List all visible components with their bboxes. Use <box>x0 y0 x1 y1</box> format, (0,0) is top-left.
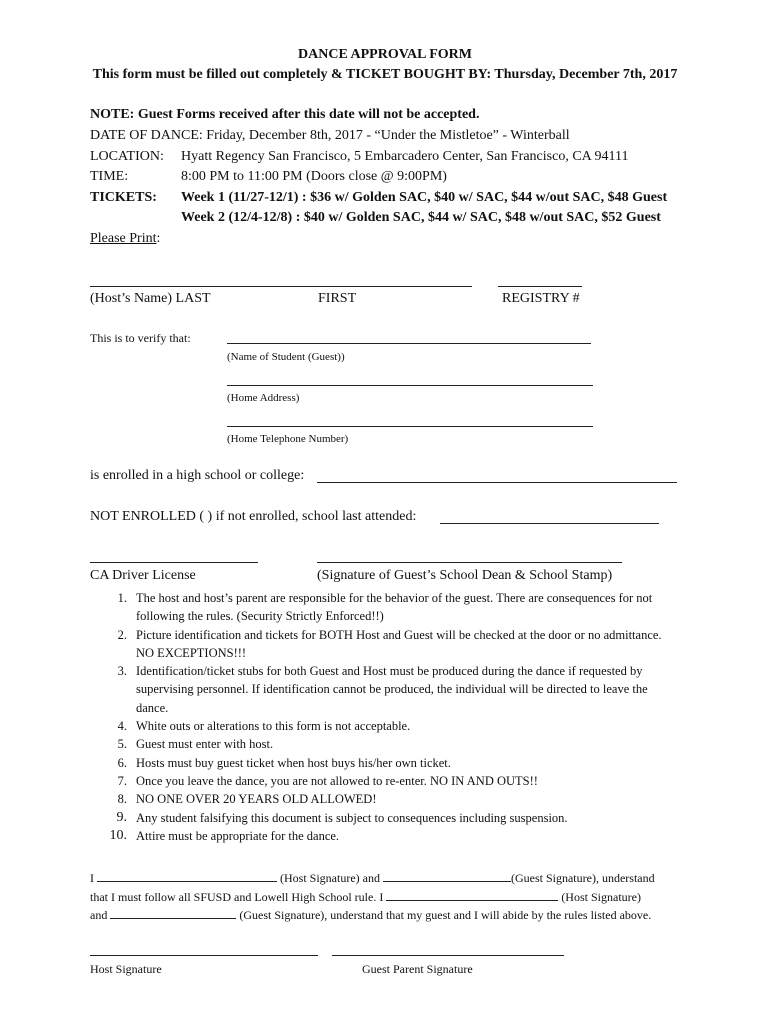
rule-text: The host and host’s parent are responsible for the behavior of the guest. There are consequences for not <box>136 591 653 605</box>
host-last-label: (Host’s Name) LAST <box>90 291 211 306</box>
agreement-line-3: and (Guest Signature), understand that my guest and I will abide by the rules listed above. <box>90 908 652 922</box>
host-name-line[interactable] <box>90 286 472 287</box>
last-school-line[interactable] <box>440 523 659 524</box>
student-name-line[interactable] <box>227 343 591 344</box>
rule-text: following the rules. (Security Strictly Enforced!!) <box>136 609 384 624</box>
host-signature-line[interactable] <box>90 955 318 956</box>
rule-text: Picture identification and tickets for BOTH Host and Guest will be checked at the door or no admittance. <box>136 627 662 642</box>
guest-parent-signature-label: Guest Parent Signature <box>362 962 473 976</box>
please-print: Please Print: <box>90 231 161 246</box>
rule-number: 7. <box>117 774 127 788</box>
rule-number: 5. <box>117 737 127 752</box>
guest-signature-blank-1[interactable] <box>383 869 511 882</box>
rule-text: Guest must enter with host. <box>136 737 274 752</box>
time-label: TIME: <box>90 169 129 184</box>
agreement-line-2: that I must follow all SFUSD and Lowell High School rule. I (Host Signature) <box>90 890 641 904</box>
rule-text: Identification/ticket stubs for both Guest and Host must be produced during the dance if requested by <box>136 664 643 679</box>
dance-date: DATE OF DANCE: Friday, December 8th, 2017 - “Under the Mistletoe” - Winterball <box>90 128 570 143</box>
rule-number: 3. <box>117 664 127 679</box>
registry-line[interactable] <box>498 286 582 287</box>
dean-signature-line[interactable] <box>317 562 622 563</box>
dean-signature-label: (Signature of Guest’s School Dean & School Stamp) <box>317 568 613 583</box>
home-address-line[interactable] <box>227 385 593 386</box>
rule-text: NO EXCEPTIONS!!! <box>136 645 247 660</box>
guest-signature-blank-2[interactable] <box>110 906 236 919</box>
rule-text: dance. <box>136 700 169 715</box>
home-phone-line[interactable] <box>227 426 593 427</box>
tickets-week1: Week 1 (11/27-12/1) : $36 w/ Golden SAC, $40 w/ SAC, $44 w/out SAC, $48 Guest <box>181 190 668 205</box>
registry-label: REGISTRY # <box>502 291 580 306</box>
tickets-week2: Week 2 (12/4-12/8) : $40 w/ Golden SAC, $44 w/ SAC, $48 w/out SAC, $52 Guest <box>181 210 661 225</box>
form-subtitle: This form must be filled out completely & TICKET BOUGHT BY: Thursday, December 7th, 2017 <box>92 67 678 82</box>
enrolled-label: is enrolled in a high school or college: <box>90 468 305 483</box>
home-phone-label: (Home Telephone Number) <box>227 433 349 445</box>
rule-number: 10. <box>109 827 127 843</box>
driver-license-label: CA Driver License <box>90 568 196 583</box>
rule-number: 2. <box>117 627 127 642</box>
rule-number: 9. <box>116 809 127 825</box>
not-enrolled-label: NOT ENROLLED ( ) if not enrolled, school last attended: <box>90 509 417 524</box>
time-value: 8:00 PM to 11:00 PM (Doors close @ 9:00PM) <box>181 169 447 184</box>
rule-text: White outs or alterations to this form is not acceptable. <box>136 719 411 734</box>
rule-number: 4. <box>117 719 127 734</box>
location-value: Hyatt Regency San Francisco, 5 Embarcadero Center, San Francisco, CA 94111 <box>181 149 629 164</box>
home-address-label: (Home Address) <box>227 392 300 404</box>
rule-number: 8. <box>117 792 127 807</box>
rule-text: NO ONE OVER 20 YEARS OLD ALLOWED! <box>136 792 377 807</box>
student-name-label: (Name of Student (Guest)) <box>227 351 345 363</box>
tickets-label: TICKETS: <box>90 190 157 205</box>
host-first-label: FIRST <box>318 291 357 306</box>
host-signature-blank-1[interactable] <box>97 869 277 882</box>
guest-parent-signature-line[interactable] <box>332 955 564 956</box>
agreement-line-1: I (Host Signature) and (Guest Signature), understand <box>90 871 655 885</box>
rule-number: 1. <box>117 591 127 605</box>
form-title: DANCE APPROVAL FORM <box>298 47 472 62</box>
host-signature-blank-2[interactable] <box>386 888 558 901</box>
deadline-note: NOTE: Guest Forms received after this date will not be accepted. <box>90 107 480 122</box>
rule-text: Any student falsifying this document is subject to consequences including suspension. <box>136 810 568 825</box>
school-enrolled-line[interactable] <box>317 482 677 483</box>
location-label: LOCATION: <box>90 149 164 164</box>
rule-text: Hosts must buy guest ticket when host buys his/her own ticket. <box>136 755 451 770</box>
rule-text: supervising personnel. If identification cannot be produced, the individual will be directed to leave the <box>136 682 648 697</box>
host-signature-label: Host Signature <box>90 962 162 976</box>
rule-text: Attire must be appropriate for the dance. <box>136 828 340 843</box>
driver-license-line[interactable] <box>90 562 258 563</box>
verify-label: This is to verify that: <box>90 331 191 345</box>
rule-number: 6. <box>117 755 127 770</box>
rule-text: Once you leave the dance, you are not allowed to re-enter. NO IN AND OUTS!! <box>136 774 538 788</box>
